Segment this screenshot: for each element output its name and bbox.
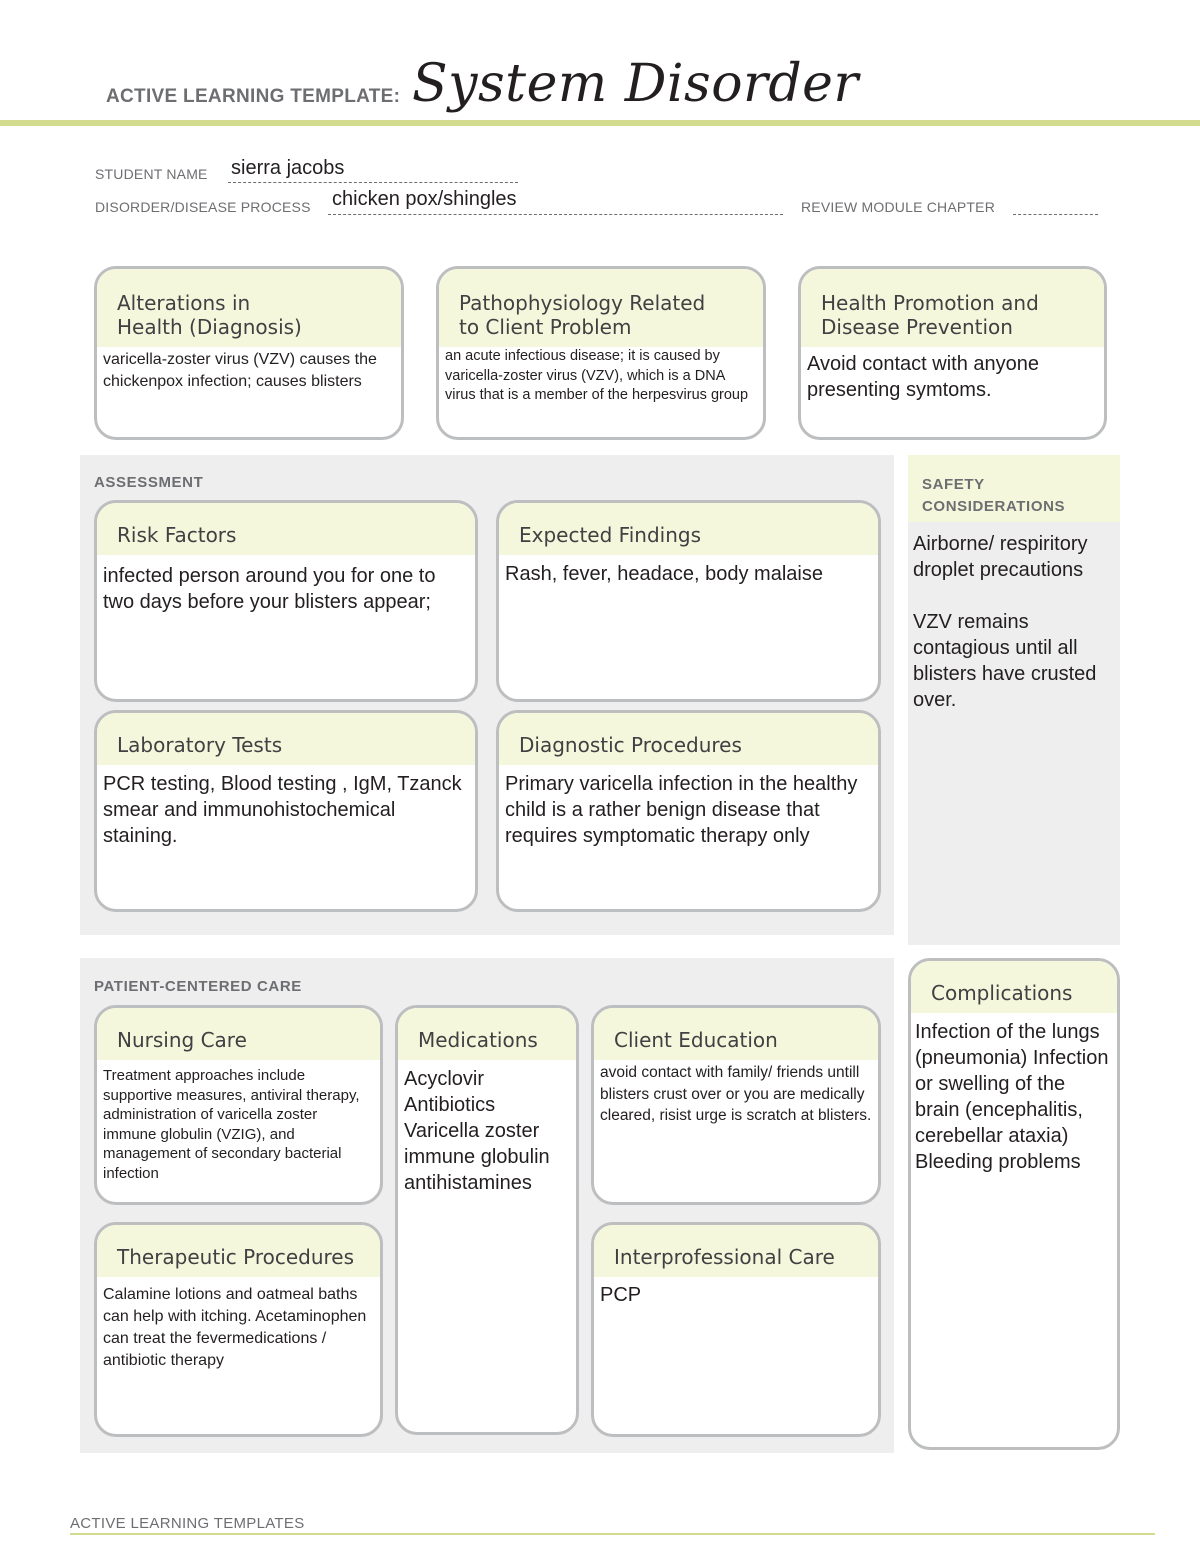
interprofessional-care-box bbox=[591, 1222, 881, 1437]
nursing-care-text[interactable]: Treatment approaches include supportive measures, antiviral therapy, administration of varicella zoster immune globulin (VZIG), and management of secondary bacterial infection bbox=[103, 1067, 360, 1182]
disorder-field[interactable]: chicken pox/shingles bbox=[332, 188, 517, 210]
client-education-header bbox=[594, 1008, 878, 1060]
expected-findings-text[interactable]: Rash, fever, headace, body malaise bbox=[505, 563, 823, 585]
review-module-label: REVIEW MODULE CHAPTER bbox=[801, 199, 995, 215]
laboratory-tests-header bbox=[97, 713, 475, 765]
pathophysiology-title-line2: to Client Problem bbox=[459, 315, 632, 339]
patient-care-label: PATIENT-CENTERED CARE bbox=[94, 978, 302, 995]
nursing-care-title: Nursing Care bbox=[117, 1028, 247, 1052]
medications-line-1: Acyclovir bbox=[404, 1068, 485, 1090]
page-title: System Disorder bbox=[412, 54, 859, 114]
medications-line-3: Varicella zoster immune globulin bbox=[404, 1120, 550, 1168]
therapeutic-procedures-box bbox=[94, 1222, 383, 1437]
assessment-label: ASSESSMENT bbox=[94, 474, 204, 491]
laboratory-tests-box bbox=[94, 710, 478, 912]
expected-findings-header bbox=[499, 503, 878, 555]
pathophysiology-text[interactable]: an acute infectious disease; it is caused by varicella-zoster virus (VZV), which is a DNA virus that is a member of the herpesvirus group bbox=[445, 348, 749, 403]
disorder-label: DISORDER/DISEASE PROCESS bbox=[95, 199, 311, 215]
safety-text[interactable] bbox=[913, 531, 1113, 713]
pathophysiology-header bbox=[439, 269, 763, 347]
pathophysiology-title-line1: Pathophysiology Related bbox=[459, 291, 706, 315]
medications-line-2: Antibiotics bbox=[404, 1094, 496, 1116]
safety-label-line2: CONSIDERATIONS bbox=[922, 498, 1066, 515]
client-education-text[interactable]: avoid contact with family/ friends untill blisters crust over or you are medically cleared, risist urge is scratch at blisters. bbox=[600, 1064, 872, 1124]
interprofessional-care-header bbox=[594, 1225, 878, 1277]
student-name-label: STUDENT NAME bbox=[95, 166, 208, 182]
alterations-title-line2: Health (Diagnosis) bbox=[117, 315, 302, 339]
risk-factors-text[interactable]: infected person around you for one to two days before your blisters appear; bbox=[103, 565, 436, 613]
health-promotion-box bbox=[798, 266, 1107, 440]
medications-header bbox=[398, 1008, 576, 1060]
risk-factors-header bbox=[97, 503, 475, 555]
laboratory-tests-title: Laboratory Tests bbox=[117, 733, 283, 757]
safety-text-para2: VZV remains contagious until all blisters have crusted over. bbox=[913, 611, 1097, 711]
nursing-care-header bbox=[97, 1008, 380, 1060]
risk-factors-title: Risk Factors bbox=[117, 523, 237, 547]
complications-title: Complications bbox=[931, 981, 1073, 1005]
health-promotion-title-line2: Disease Prevention bbox=[821, 315, 1013, 339]
diagnostic-procedures-title: Diagnostic Procedures bbox=[519, 733, 742, 757]
alterations-box bbox=[94, 266, 404, 440]
diagnostic-procedures-box bbox=[496, 710, 881, 912]
expected-findings-title: Expected Findings bbox=[519, 523, 701, 547]
laboratory-tests-text[interactable]: PCR testing, Blood testing , IgM, Tzanck smear and immunohistochemical staining. bbox=[103, 773, 462, 847]
alterations-header bbox=[97, 269, 401, 347]
footer-text: ACTIVE LEARNING TEMPLATES bbox=[70, 1515, 305, 1532]
template-label: ACTIVE LEARNING TEMPLATE: bbox=[106, 86, 401, 107]
diagnostic-procedures-header bbox=[499, 713, 878, 765]
interprofessional-care-title: Interprofessional Care bbox=[614, 1245, 835, 1269]
footer-divider bbox=[70, 1533, 1155, 1535]
client-education-title: Client Education bbox=[614, 1028, 778, 1052]
diagnostic-procedures-text[interactable]: Primary varicella infection in the healthy child is a rather benign disease that requires symptomatic therapy only bbox=[505, 773, 858, 847]
client-education-box bbox=[591, 1005, 881, 1205]
therapeutic-procedures-header bbox=[97, 1225, 380, 1277]
interprofessional-care-text[interactable]: PCP bbox=[600, 1284, 642, 1306]
alterations-title-line1: Alterations in bbox=[117, 291, 251, 315]
complications-text[interactable]: Infection of the lungs (pneumonia) Infection or swelling of the brain (encephalitis, cerebellar ataxia) Bleeding problems bbox=[915, 1021, 1109, 1173]
student-name-line bbox=[228, 182, 518, 183]
disorder-line bbox=[328, 214, 783, 215]
alterations-text[interactable]: varicella-zoster virus (VZV) causes the chickenpox infection; causes blisters bbox=[103, 351, 377, 390]
safety-label bbox=[922, 474, 1065, 518]
therapeutic-procedures-title: Therapeutic Procedures bbox=[117, 1245, 355, 1269]
expected-findings-box bbox=[496, 500, 881, 702]
pathophysiology-box bbox=[436, 266, 766, 440]
health-promotion-title-line1: Health Promotion and bbox=[821, 291, 1039, 315]
nursing-care-box bbox=[94, 1005, 383, 1205]
safety-text-para1: Airborne/ respiritory droplet precautions bbox=[913, 533, 1088, 581]
medications-title: Medications bbox=[418, 1028, 538, 1052]
review-module-line bbox=[1013, 214, 1098, 215]
complications-header bbox=[911, 961, 1117, 1013]
medications-line-4: antihistamines bbox=[404, 1172, 532, 1194]
health-promotion-text[interactable]: Avoid contact with anyone presenting symtoms. bbox=[807, 353, 1040, 401]
complications-box bbox=[908, 958, 1120, 1450]
medications-box bbox=[395, 1005, 579, 1435]
safety-label-line1: SAFETY bbox=[922, 476, 985, 493]
header-divider bbox=[0, 120, 1200, 126]
medications-text[interactable] bbox=[398, 1060, 579, 1202]
student-name-field[interactable]: sierra jacobs bbox=[231, 157, 345, 179]
risk-factors-box bbox=[94, 500, 478, 702]
health-promotion-header bbox=[801, 269, 1104, 347]
therapeutic-procedures-text[interactable]: Calamine lotions and oatmeal baths can help with itching. Acetaminophen can treat the fevermedications / antibiotic therapy bbox=[103, 1286, 367, 1369]
